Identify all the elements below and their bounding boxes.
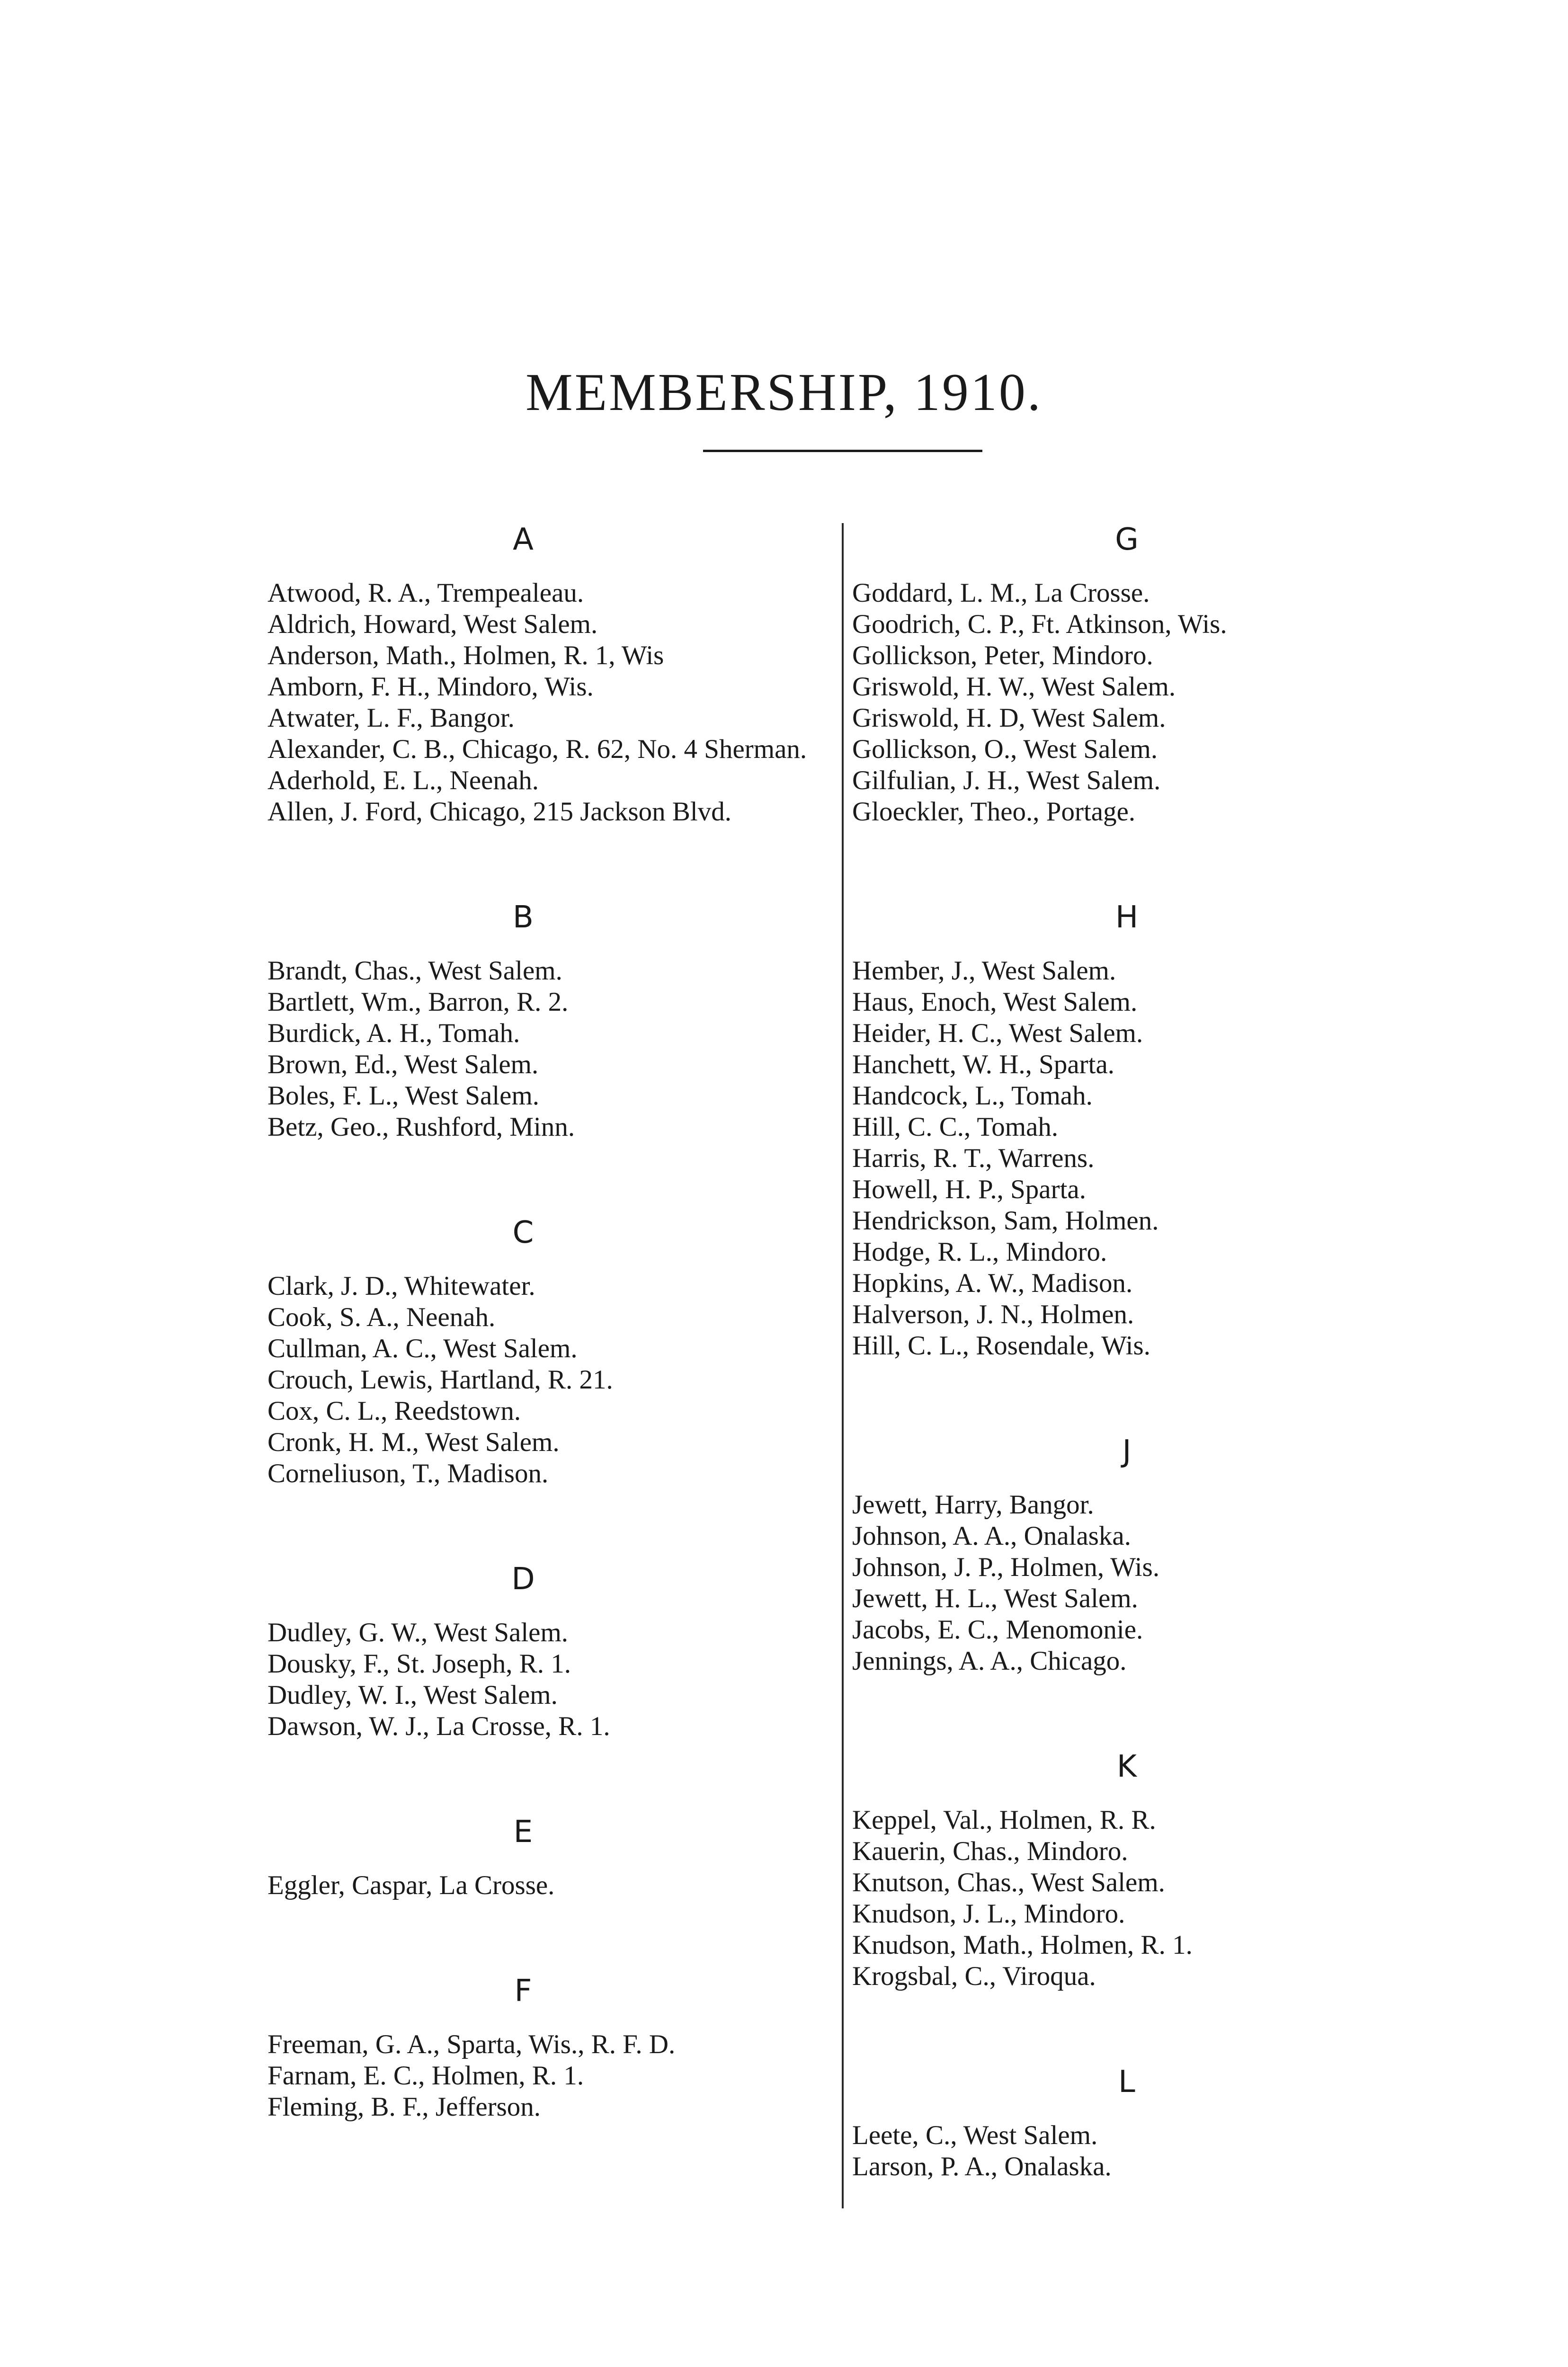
section-j — [852, 1428, 1477, 1743]
member-list — [267, 578, 836, 828]
section-spacer — [267, 1489, 836, 1556]
member-list — [852, 2120, 1477, 2182]
member-entry: Goodrich, C. P., Ft. Atkinson, Wis. — [852, 609, 1227, 639]
section-letter: H — [1115, 900, 1139, 935]
member-entry: Bartlett, Wm., Barron, R. 2. — [267, 987, 569, 1017]
member-entry: Gilfulian, J. H., West Salem. — [852, 765, 1161, 795]
section-a — [267, 516, 836, 894]
member-entry: Cox, C. L., Reedstown. — [267, 1396, 521, 1426]
member-list — [852, 1489, 1477, 1677]
member-entry: Krogsbal, C., Viroqua. — [852, 1961, 1096, 1991]
member-entry: Burdick, A. H., Tomah. — [267, 1018, 520, 1048]
member-list — [267, 1271, 836, 1489]
member-entry: Brown, Ed., West Salem. — [267, 1050, 539, 1079]
member-entry: Knudson, J. L., Mindoro. — [852, 1899, 1125, 1929]
section-k — [852, 1743, 1477, 2058]
member-entry: Crouch, Lewis, Hartland, R. 21. — [267, 1365, 613, 1395]
member-list — [267, 2029, 836, 2123]
member-entry: Alexander, C. B., Chicago, R. 62, No. 4 Sherman. — [267, 734, 807, 764]
member-entry: Cook, S. A., Neenah. — [267, 1302, 496, 1332]
member-entry: Cronk, H. M., West Salem. — [267, 1427, 560, 1457]
member-entry: Gollickson, O., West Salem. — [852, 734, 1158, 764]
member-list — [852, 578, 1477, 828]
member-entry: Johnson, A. A., Onalaska. — [852, 1521, 1131, 1551]
section-letter: L — [1118, 2064, 1135, 2100]
section-d — [267, 1556, 836, 1808]
section-letter: A — [513, 522, 534, 557]
member-entry: Dousky, F., St. Joseph, R. 1. — [267, 1649, 571, 1679]
member-entry: Gloeckler, Theo., Portage. — [852, 797, 1136, 827]
member-entry: Handcock, L., Tomah. — [852, 1081, 1093, 1111]
member-entry: Hill, C. C., Tomah. — [852, 1112, 1059, 1142]
member-entry: Aderhold, E. L., Neenah. — [267, 765, 539, 795]
member-entry: Knudson, Math., Holmen, R. 1. — [852, 1930, 1193, 1960]
member-entry: Hanchett, W. H., Sparta. — [852, 1050, 1115, 1079]
member-entry: Jewett, H. L., West Salem. — [852, 1584, 1138, 1613]
section-letter: E — [513, 1815, 533, 1850]
right-column — [852, 516, 1477, 2182]
member-entry: Leete, C., West Salem. — [852, 2120, 1098, 2150]
section-g — [852, 516, 1477, 894]
member-entry: Hill, C. L., Rosendale, Wis. — [852, 1331, 1150, 1361]
section-spacer — [852, 828, 1477, 894]
member-entry: Boles, F. L., West Salem. — [267, 1081, 540, 1111]
section-h — [852, 894, 1477, 1428]
member-entry: Cullman, A. C., West Salem. — [267, 1334, 578, 1363]
member-entry: Brandt, Chas., West Salem. — [267, 956, 562, 986]
member-entry: Howell, H. P., Sparta. — [852, 1175, 1086, 1204]
member-entry: Johnson, J. P., Holmen, Wis. — [852, 1552, 1160, 1582]
section-letter: F — [514, 1974, 532, 2009]
section-letter: D — [511, 1562, 535, 1597]
member-entry: Hodge, R. L., Mindoro. — [852, 1237, 1107, 1267]
member-entry: Jennings, A. A., Chicago. — [852, 1646, 1127, 1676]
member-list — [267, 1870, 836, 1901]
member-list — [267, 1617, 836, 1742]
member-entry: Jewett, Harry, Bangor. — [852, 1490, 1094, 1520]
section-letter: G — [1115, 522, 1139, 557]
left-column — [267, 516, 836, 2123]
member-entry: Farnam, E. C., Holmen, R. 1. — [267, 2061, 584, 2091]
section-letter: K — [1117, 1749, 1137, 1784]
member-entry: Knutson, Chas., West Salem. — [852, 1868, 1165, 1897]
member-entry: Corneliuson, T., Madison. — [267, 1459, 549, 1488]
member-entry: Goddard, L. M., La Crosse. — [852, 578, 1150, 608]
member-entry: Eggler, Caspar, La Crosse. — [267, 1870, 555, 1900]
section-e — [267, 1808, 836, 1967]
member-entry: Hopkins, A. W., Madison. — [852, 1268, 1133, 1298]
section-spacer — [267, 1143, 836, 1209]
member-entry: Harris, R. T., Warrens. — [852, 1143, 1095, 1173]
member-list — [852, 955, 1477, 1361]
member-entry: Halverson, J. N., Holmen. — [852, 1299, 1134, 1329]
section-spacer — [267, 1742, 836, 1808]
member-entry: Hember, J., West Salem. — [852, 956, 1116, 986]
member-entry: Anderson, Math., Holmen, R. 1, Wis — [267, 641, 664, 670]
title-rule — [703, 450, 982, 452]
member-entry: Atwood, R. A., Trempealeau. — [267, 578, 584, 608]
member-entry: Griswold, H. D, West Salem. — [852, 703, 1166, 733]
section-spacer — [267, 828, 836, 894]
section-letter: B — [513, 900, 534, 935]
section-spacer — [267, 1901, 836, 1967]
member-entry: Clark, J. D., Whitewater. — [267, 1271, 535, 1301]
member-list — [267, 955, 836, 1143]
section-f — [267, 1967, 836, 2123]
member-entry: Kauerin, Chas., Mindoro. — [852, 1836, 1128, 1866]
member-entry: Hendrickson, Sam, Holmen. — [852, 1206, 1159, 1236]
member-entry: Allen, J. Ford, Chicago, 215 Jackson Blvd. — [267, 797, 732, 827]
section-l — [852, 2058, 1477, 2182]
member-entry: Gollickson, Peter, Mindoro. — [852, 641, 1153, 670]
member-entry: Larson, P. A., Onalaska. — [852, 2152, 1112, 2181]
member-entry: Haus, Enoch, West Salem. — [852, 987, 1138, 1017]
section-spacer — [852, 1992, 1477, 2058]
member-entry: Aldrich, Howard, West Salem. — [267, 609, 598, 639]
member-entry: Dudley, W. I., West Salem. — [267, 1680, 558, 1710]
member-list — [852, 1805, 1477, 1992]
member-entry: Keppel, Val., Holmen, R. R. — [852, 1805, 1156, 1835]
section-b — [267, 894, 836, 1209]
column-divider — [842, 523, 844, 2208]
member-entry: Heider, H. C., West Salem. — [852, 1018, 1143, 1048]
member-entry: Amborn, F. H., Mindoro, Wis. — [267, 672, 594, 702]
page-title: MEMBERSHIP, 1910. — [526, 363, 1042, 422]
section-letter: C — [512, 1215, 534, 1250]
member-entry: Atwater, L. F., Bangor. — [267, 703, 515, 733]
member-entry: Dudley, G. W., West Salem. — [267, 1618, 569, 1647]
section-letter: J — [1122, 1434, 1131, 1469]
member-entry: Dawson, W. J., La Crosse, R. 1. — [267, 1711, 610, 1741]
member-entry: Fleming, B. F., Jefferson. — [267, 2092, 541, 2122]
member-entry: Betz, Geo., Rushford, Minn. — [267, 1112, 575, 1142]
section-c — [267, 1209, 836, 1556]
section-spacer — [852, 1361, 1477, 1428]
member-entry: Freeman, G. A., Sparta, Wis., R. F. D. — [267, 2029, 676, 2059]
member-entry: Griswold, H. W., West Salem. — [852, 672, 1176, 702]
section-spacer — [852, 1677, 1477, 1743]
member-entry: Jacobs, E. C., Menomonie. — [852, 1615, 1143, 1645]
